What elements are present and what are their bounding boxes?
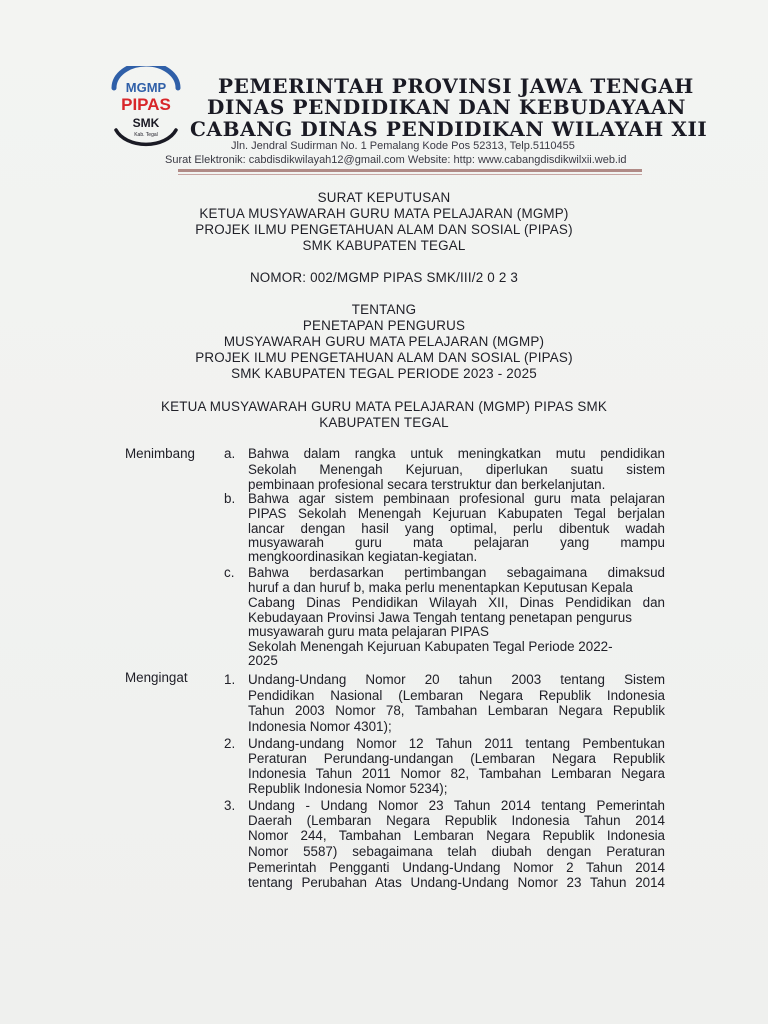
- menimbang-c-line: Cabang Dinas Pendidikan Wilayah XII, Dinas Pendidikan dan: [248, 595, 665, 610]
- mengingat-2-line: Republik Indonesia Nomor 5234);: [248, 781, 448, 796]
- ketua-line-2: KABUPATEN TEGAL: [319, 415, 449, 430]
- mengingat-1-line: Tahun 2003 Nomor 78, Tambahan Lembaran Negara Republik: [248, 703, 665, 718]
- letterhead-line-1: PEMERINTAH PROVINSI JAWA TENGAH: [218, 74, 694, 98]
- menimbang-c-line: Sekolah Menengah Kejuruan Kabupaten Tegal Periode 2022-: [248, 639, 613, 654]
- mengingat-2-marker: 2.: [224, 736, 236, 751]
- mengingat-3-line: tentang Perubahan Atas Undang-Undang Nomor 23 Tahun 2014: [248, 875, 665, 890]
- mengingat-3-line: Undang - Undang Nomor 23 Tahun 2014 tentang Pemerintah: [248, 798, 665, 813]
- menimbang-b-marker: b.: [224, 491, 236, 506]
- menimbang-c-marker: c.: [224, 565, 235, 580]
- menimbang-b-line: PIPAS Sekolah Menengah Kejuruan Kabupaten Tegal berjalan: [248, 506, 665, 521]
- letterhead-contact: Surat Elektronik: cabdisdikwilayah12@gmail.com Website: http: www.cabangdisdikwilxii.web.id: [165, 154, 627, 166]
- menimbang-c-line: huruf a dan huruf b, maka perlu menentapkan Keputusan Kepala: [248, 580, 633, 595]
- menimbang-c-line: musyawarah guru mata pelajaran PIPAS: [248, 624, 489, 639]
- mengingat-1-line: Undang-Undang Nomor 20 tahun 2003 tentang Sistem: [248, 672, 665, 687]
- heading-line-1: SURAT KEPUTUSAN: [317, 190, 451, 205]
- tentang-line-4: PROJEK ILMU PENGETAHUAN ALAM DAN SOSIAL (PIPAS): [195, 350, 573, 365]
- heading-line-2: KETUA MUSYAWARAH GURU MATA PELAJARAN (MGMP): [199, 206, 569, 221]
- menimbang-b-line: mengkoordinasikan kegiatan-kegiatan.: [248, 549, 478, 564]
- heading-line-4: SMK KABUPATEN TEGAL: [302, 238, 466, 253]
- svg-text:Kab. Tegal: Kab. Tegal: [134, 132, 158, 138]
- mengingat-2-line: Peraturan Perundang-undangan (Lembaran Negara Republik: [248, 751, 665, 766]
- mengingat-3-line: Nomor 244, Tambahan Lembaran Negara Republik Indonesia: [248, 828, 665, 843]
- svg-text:SMK: SMK: [132, 116, 160, 130]
- letterhead-address: Jln. Jendral Sudirman No. 1 Pemalang Kode Pos 52313, Telp.5110455: [231, 140, 575, 152]
- tentang-line-2: PENETAPAN PENGURUS: [302, 318, 466, 333]
- tentang-line-1: TENTANG: [351, 302, 417, 317]
- tentang-line-3: MUSYAWARAH GURU MATA PELAJARAN (MGMP): [223, 334, 545, 349]
- letterhead-line-3: CABANG DINAS PENDIDIKAN WILAYAH XII: [190, 117, 708, 141]
- mengingat-3-line: Daerah (Lembaran Negara Republik Indonesia Tahun 2014: [248, 813, 665, 828]
- menimbang-c-line: Bahwa berdasarkan pertimbangan sebagaimana dimaksud: [248, 565, 665, 580]
- mengingat-1-line: Pendidikan Nasional (Lembaran Negara Republik Indonesia: [248, 688, 665, 703]
- tentang-line-5: SMK KABUPATEN TEGAL PERIODE 2023 - 2025: [231, 366, 537, 381]
- menimbang-a-line: Sekolah Menengah Kejuruan, diperlukan suatu sistem: [248, 462, 665, 477]
- menimbang-b-line: musyawarah guru mata pelajaran yang mampu: [248, 535, 665, 550]
- menimbang-a-line: pembinaan profesional secara terstruktur dan berkelanjutan.: [248, 477, 606, 492]
- menimbang-c-line: 2025: [248, 653, 278, 668]
- mengingat-2-line: Undang-undang Nomor 12 Tahun 2011 tentang Pembentukan: [248, 736, 665, 751]
- mgmp-pipas-logo: [106, 66, 186, 150]
- letterhead-rule: [178, 169, 642, 172]
- menimbang-label: Menimbang: [125, 446, 195, 461]
- mengingat-3-marker: 3.: [224, 798, 236, 813]
- mengingat-1-line: Indonesia Nomor 4301);: [248, 719, 392, 734]
- menimbang-b-line: Bahwa agar sistem pembinaan profesional guru mata pelajaran: [248, 491, 665, 506]
- mengingat-3-line: Nomor 5587) sebagaimana telah diubah dengan Peraturan: [248, 844, 665, 859]
- mengingat-label: Mengingat: [125, 670, 188, 685]
- document-number: NOMOR: 002/MGMP PIPAS SMK/III/2 0 2 3: [249, 270, 519, 285]
- menimbang-a-marker: a.: [224, 446, 236, 461]
- menimbang-c-line: Kebudayaan Provinsi Jawa Tengah tentang penetapan pengurus: [248, 610, 632, 625]
- ketua-line-1: KETUA MUSYAWARAH GURU MATA PELAJARAN (MGMP) PIPAS SMK: [160, 399, 608, 414]
- letterhead-rule-thin: [178, 174, 642, 175]
- menimbang-a-line: Bahwa dalam rangka untuk meningkatkan mutu pendidikan: [248, 446, 665, 461]
- mengingat-2-line: Indonesia Tahun 2011 Nomor 82, Tambahan Lembaran Negara: [248, 766, 665, 781]
- heading-line-3: PROJEK ILMU PENGETAHUAN ALAM DAN SOSIAL (PIPAS): [195, 222, 573, 237]
- mengingat-3-line: Pemerintah Pengganti Undang-Undang Nomor 2 Tahun 2014: [248, 860, 665, 875]
- svg-text:MGMP: MGMP: [125, 80, 167, 95]
- letterhead-line-2: DINAS PENDIDIKAN DAN KEBUDAYAAN: [207, 95, 687, 119]
- svg-text:PIPAS: PIPAS: [121, 95, 171, 114]
- mengingat-1-marker: 1.: [224, 672, 236, 687]
- menimbang-b-line: lancar dengan hasil yang optimal, perlu dibentuk wadah: [248, 521, 665, 536]
